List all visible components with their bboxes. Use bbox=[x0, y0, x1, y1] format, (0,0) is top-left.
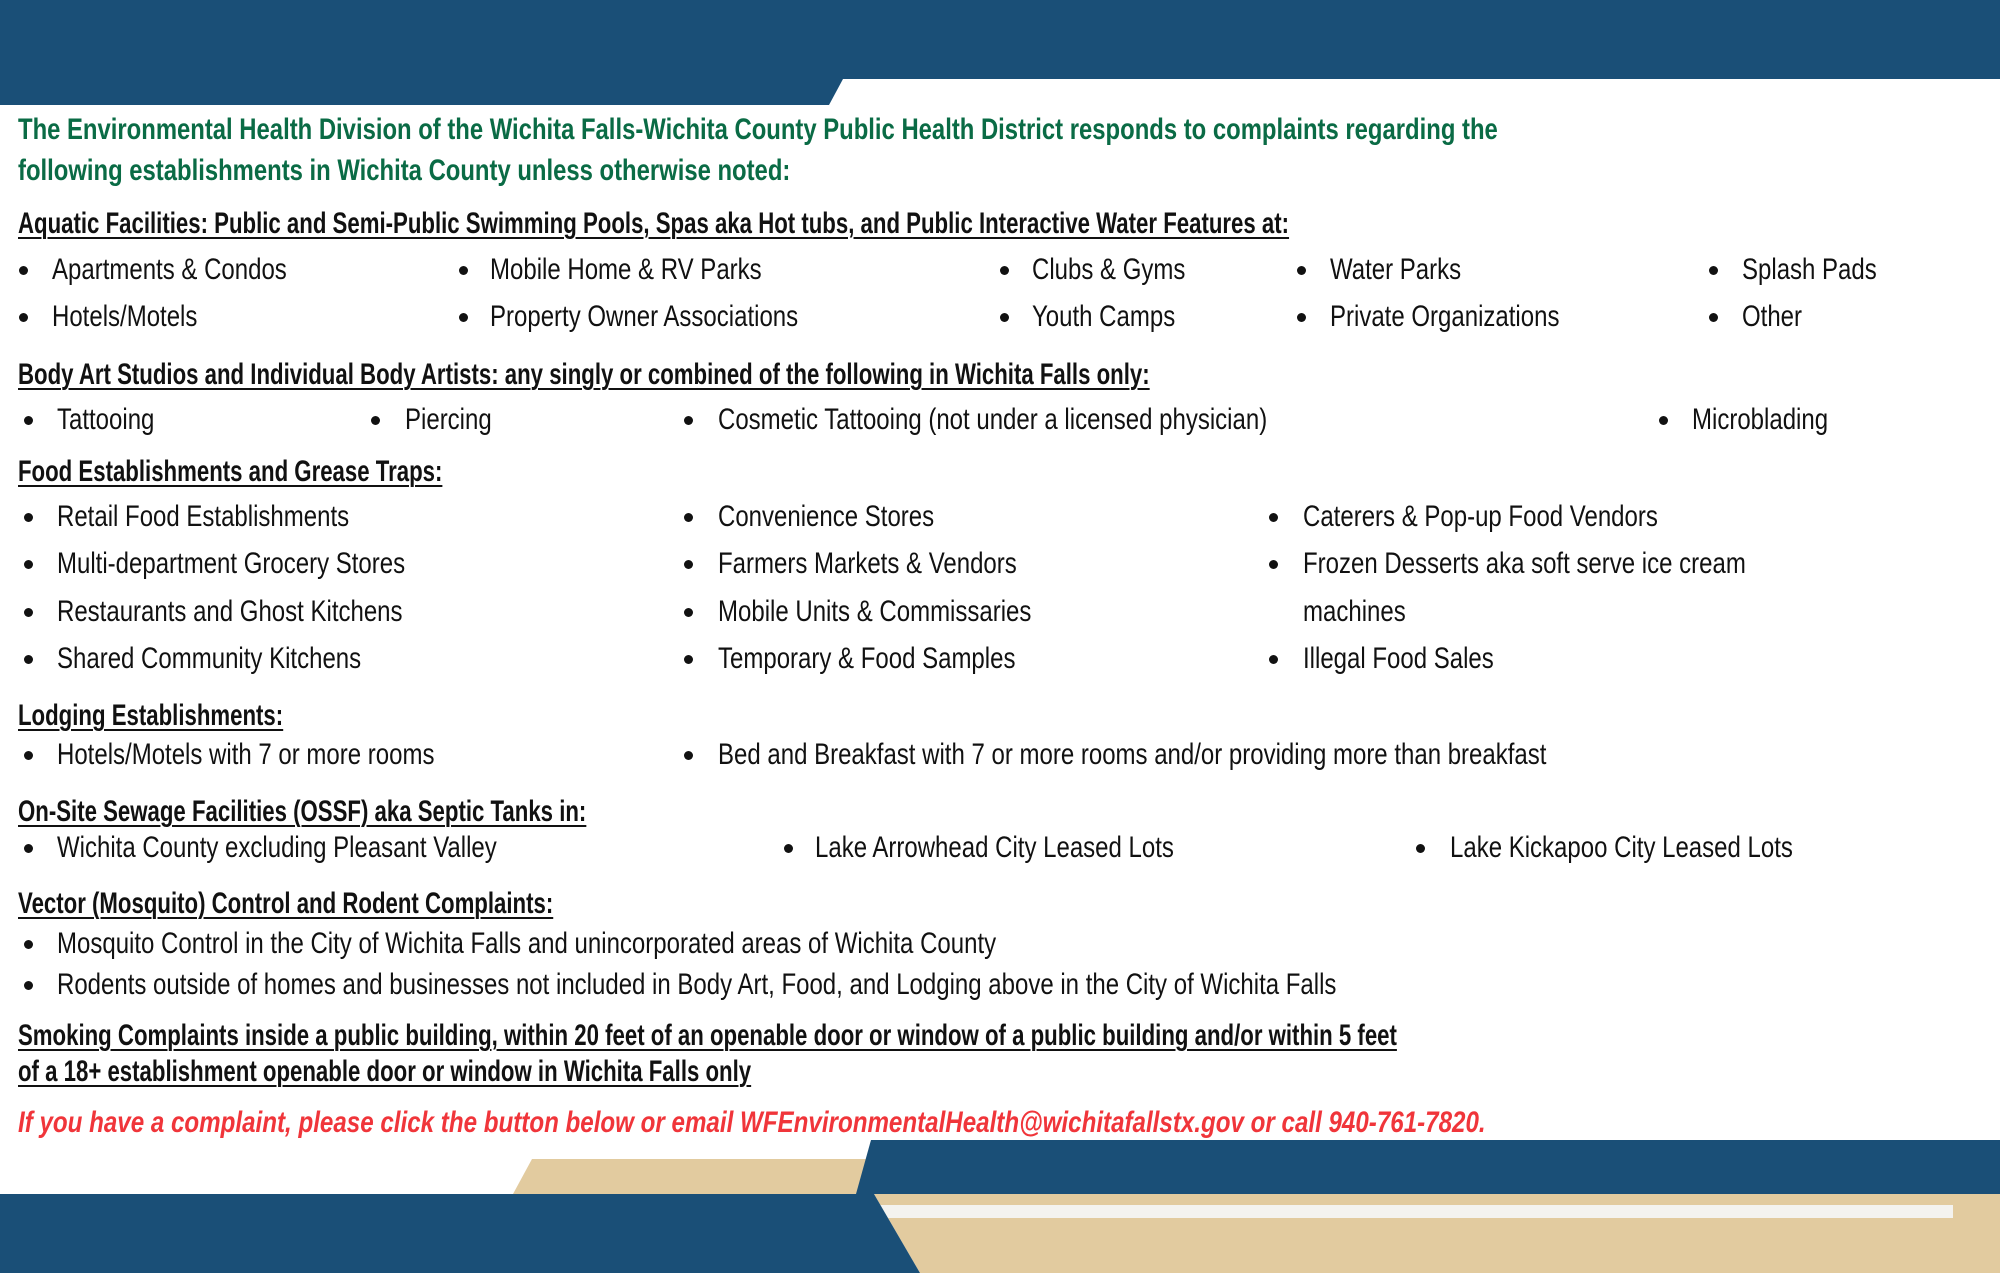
bullet-icon bbox=[19, 266, 28, 275]
list-item: Bed and Breakfast with 7 or more rooms and/or providing more than breakfast bbox=[718, 738, 1547, 771]
list-item: Apartments & Condos bbox=[52, 253, 287, 286]
bullet-icon bbox=[459, 266, 468, 275]
bullet-icon bbox=[24, 416, 33, 425]
bullet-icon bbox=[684, 513, 693, 522]
list-item: Splash Pads bbox=[1742, 253, 1877, 286]
intro-line-1: The Environmental Health Division of the Wichita Falls-Wichita County Public Health District responds to complaints regarding the bbox=[18, 113, 1498, 146]
cta-prefix: If you have a complaint, please click the button below or email bbox=[18, 1106, 740, 1139]
bullet-icon bbox=[1000, 313, 1009, 322]
list-item: Private Organizations bbox=[1330, 300, 1560, 333]
bullet-icon bbox=[1269, 655, 1278, 664]
complaint-cta bbox=[18, 1108, 1486, 1138]
footer-band-bottom bbox=[0, 1194, 920, 1273]
list-item: Hotels/Motels with 7 or more rooms bbox=[57, 738, 435, 771]
bullet-icon bbox=[24, 655, 33, 664]
bullet-icon bbox=[684, 751, 693, 760]
list-item: Mobile Units & Commissaries bbox=[718, 595, 1032, 628]
heading-food: Food Establishments and Grease Traps: bbox=[18, 455, 443, 488]
footer-stripe bbox=[880, 1205, 1953, 1218]
heading-vector: Vector (Mosquito) Control and Rodent Complaints: bbox=[18, 887, 554, 920]
list-item: Clubs & Gyms bbox=[1032, 253, 1186, 286]
heading-smoking-line-2: of a 18+ establishment openable door or window in Wichita Falls only bbox=[18, 1055, 752, 1088]
bullet-icon bbox=[1709, 266, 1718, 275]
list-item: Cosmetic Tattooing (not under a licensed physician) bbox=[718, 403, 1268, 436]
list-item: Illegal Food Sales bbox=[1303, 642, 1494, 675]
email-link[interactable]: WFEnvironmentalHealth@wichitafallstx.gov bbox=[739, 1106, 1244, 1139]
phone-link[interactable]: 940-761-7820 bbox=[1328, 1106, 1479, 1139]
list-item: Frozen Desserts aka soft serve ice cream bbox=[1303, 547, 1746, 580]
bullet-icon bbox=[371, 416, 380, 425]
list-item: Other bbox=[1742, 300, 1803, 333]
list-item: Shared Community Kitchens bbox=[57, 642, 362, 675]
bullet-icon bbox=[24, 751, 33, 760]
bullet-icon bbox=[1297, 313, 1306, 322]
bullet-icon bbox=[1000, 266, 1009, 275]
heading-aquatic: Aquatic Facilities: Public and Semi-Public Swimming Pools, Spas aka Hot tubs, and Public Interactive Water Features at: bbox=[18, 207, 1290, 240]
heading-body-art: Body Art Studios and Individual Body Artists: any singly or combined of the following in Wichita Falls only: bbox=[18, 358, 1150, 391]
list-item: Youth Camps bbox=[1032, 300, 1176, 333]
list-item: Rodents outside of homes and businesses not included in Body Art, Food, and Lodging above in the City of Wichita Falls bbox=[57, 968, 1337, 1001]
bullet-icon bbox=[1659, 416, 1668, 425]
list-item: Mosquito Control in the City of Wichita Falls and unincorporated areas of Wichita County bbox=[57, 927, 997, 960]
bullet-icon bbox=[459, 313, 468, 322]
bullet-icon bbox=[19, 313, 28, 322]
bullet-icon bbox=[1297, 266, 1306, 275]
bullet-icon bbox=[1269, 560, 1278, 569]
bullet-icon bbox=[1416, 844, 1425, 853]
intro-line-2: following establishments in Wichita County unless otherwise noted: bbox=[18, 154, 791, 187]
list-item: Property Owner Associations bbox=[490, 300, 799, 333]
bullet-icon bbox=[1269, 513, 1278, 522]
cta-middle: or call bbox=[1243, 1106, 1329, 1139]
list-item: Lake Kickapoo City Leased Lots bbox=[1450, 831, 1793, 864]
heading-ossf: On-Site Sewage Facilities (OSSF) aka Septic Tanks in: bbox=[18, 795, 587, 828]
list-item: Lake Arrowhead City Leased Lots bbox=[815, 831, 1174, 864]
heading-lodging: Lodging Establishments: bbox=[18, 699, 284, 732]
bullet-icon bbox=[1709, 313, 1718, 322]
bullet-icon bbox=[24, 513, 33, 522]
list-item: Tattooing bbox=[57, 403, 155, 436]
bullet-icon bbox=[784, 844, 793, 853]
bullet-icon bbox=[24, 940, 33, 949]
list-item-continuation: machines bbox=[1303, 595, 1406, 628]
heading-smoking-line-1: Smoking Complaints inside a public building, within 20 feet of an openable door or window of a public building and/or within 5 feet bbox=[18, 1019, 1397, 1052]
list-item: Caterers & Pop-up Food Vendors bbox=[1303, 500, 1658, 533]
bullet-icon bbox=[684, 416, 693, 425]
list-item: Temporary & Food Samples bbox=[718, 642, 1016, 675]
list-item: Wichita County excluding Pleasant Valley bbox=[57, 831, 497, 864]
header-band bbox=[0, 0, 2000, 105]
list-item: Multi-department Grocery Stores bbox=[57, 547, 406, 580]
list-item: Convenience Stores bbox=[718, 500, 935, 533]
list-item: Water Parks bbox=[1330, 253, 1462, 286]
list-item: Retail Food Establishments bbox=[57, 500, 350, 533]
bullet-icon bbox=[24, 981, 33, 990]
list-item: Restaurants and Ghost Kitchens bbox=[57, 595, 403, 628]
list-item: Farmers Markets & Vendors bbox=[718, 547, 1017, 580]
list-item: Mobile Home & RV Parks bbox=[490, 253, 762, 286]
bullet-icon bbox=[24, 608, 33, 617]
cta-suffix: . bbox=[1478, 1106, 1486, 1139]
bullet-icon bbox=[24, 844, 33, 853]
bullet-icon bbox=[684, 655, 693, 664]
bullet-icon bbox=[24, 560, 33, 569]
list-item: Hotels/Motels bbox=[52, 300, 198, 333]
bullet-icon bbox=[684, 608, 693, 617]
bullet-icon bbox=[684, 560, 693, 569]
list-item: Piercing bbox=[405, 403, 492, 436]
footer-band-top bbox=[856, 1140, 2000, 1194]
list-item: Microblading bbox=[1692, 403, 1829, 436]
footer-tan-left bbox=[513, 1159, 880, 1194]
